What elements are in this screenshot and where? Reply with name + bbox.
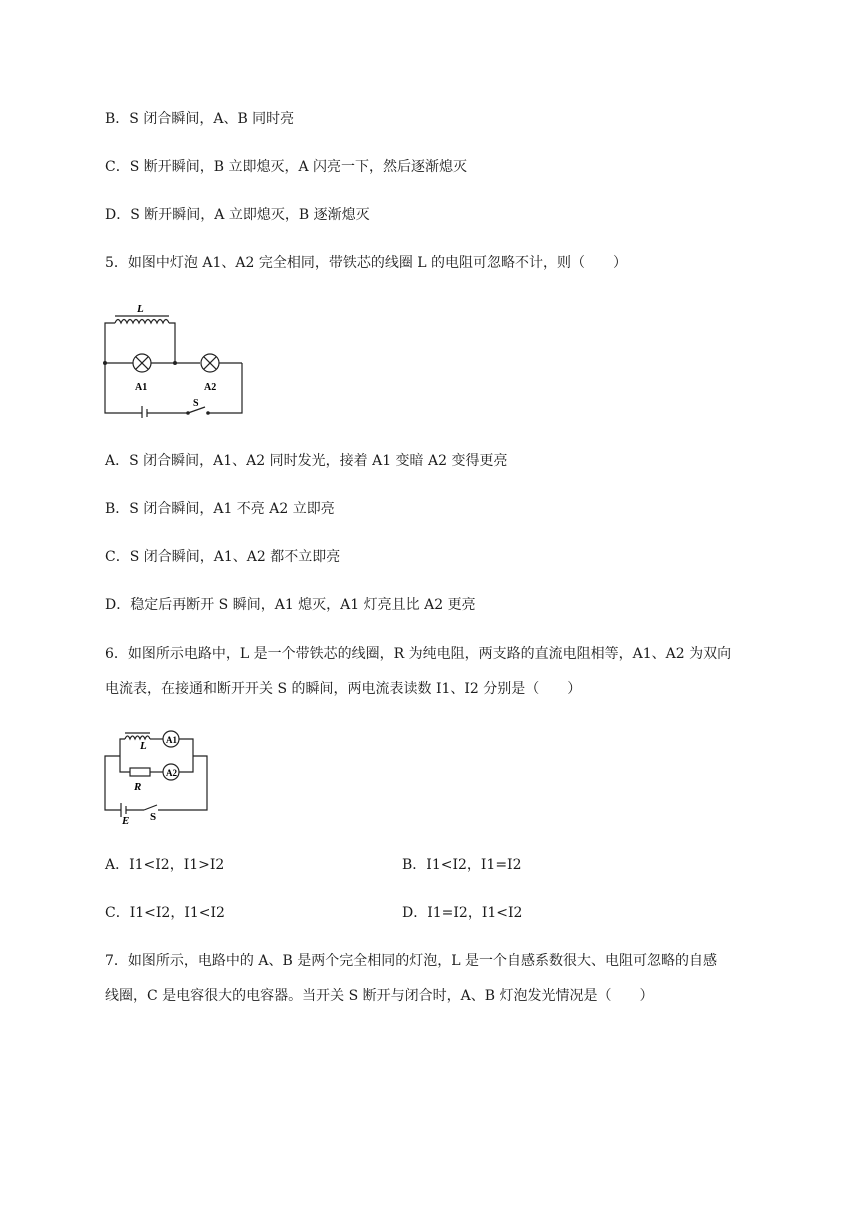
question-text: 5．如图中灯泡 A1、A2 完全相同，带铁芯的线圈 L 的电阻可忽略不计，则（ ） — [105, 255, 628, 271]
option-text: B．S 闭合瞬间，A、B 同时亮 — [105, 111, 295, 127]
option-text: D．稳定后再断开 S 瞬间，A1 熄灭，A1 灯亮且比 A2 更亮 — [105, 597, 476, 613]
label-L: L — [140, 740, 147, 752]
question-text: 线圈，C 是电容很大的电容器。当开关 S 断开与闭合时，A、B 灯泡发光情况是（ ） — [105, 988, 654, 1004]
q6-option-a — [105, 855, 224, 875]
q5-option-a — [105, 451, 507, 471]
q5-option-d — [105, 595, 476, 615]
q6-circuit-diagram — [100, 722, 215, 826]
q5-circuit-diagram — [100, 298, 250, 418]
question-text: 电流表，在接通和断开开关 S 的瞬间，两电流表读数 I1、I2 分别是（ ） — [105, 681, 582, 697]
option-text: C．S 闭合瞬间，A1、A2 都不立即亮 — [105, 549, 341, 565]
label-S: S — [150, 811, 157, 823]
label-A2: A2 — [204, 382, 217, 393]
option-c-prev — [105, 157, 467, 177]
meter-A2-label: A2 — [166, 768, 177, 778]
question-text: 7．如图所示，电路中的 A、B 是两个完全相同的灯泡，L 是一个自感系数很大、电阻可忽略的自感 — [105, 953, 717, 969]
option-text: D．I1=I2，I1<I2 — [402, 905, 523, 921]
q5-option-b — [105, 499, 335, 519]
question-6-stem-line1 — [105, 644, 731, 664]
q6-option-b — [402, 855, 522, 875]
label-A1: A1 — [135, 382, 148, 393]
meter-A1-label: A1 — [166, 735, 177, 745]
label-S: S — [193, 398, 199, 409]
label-L: L — [137, 303, 144, 315]
option-text: C．I1<I2，I1<I2 — [105, 905, 225, 921]
q5-option-c — [105, 547, 340, 567]
question-6-stem-line2 — [105, 679, 581, 699]
option-text: B．S 闭合瞬间，A1 不亮 A2 立即亮 — [105, 501, 335, 517]
option-d-prev — [105, 205, 370, 225]
option-b-prev — [105, 109, 294, 129]
q6-option-d — [402, 903, 522, 923]
label-R: R — [134, 781, 142, 793]
question-text: 6．如图所示电路中，L 是一个带铁芯的线圈，R 为纯电阻，两支路的直流电阻相等，A1、A2 为双向 — [105, 646, 732, 662]
q6-option-c — [105, 903, 225, 923]
option-text: A．S 闭合瞬间，A1、A2 同时发光，接着 A1 变暗 A2 变得更亮 — [105, 453, 508, 469]
question-5-stem — [105, 253, 627, 273]
option-text: B．I1<I2，I1=I2 — [402, 857, 522, 873]
question-7-stem-line1 — [105, 951, 717, 971]
question-7-stem-line2 — [105, 986, 654, 1006]
option-text: D．S 断开瞬间，A 立即熄灭，B 逐渐熄灭 — [105, 207, 370, 223]
option-text: C．S 断开瞬间，B 立即熄灭，A 闪亮一下，然后逐渐熄灭 — [105, 159, 468, 175]
option-text: A．I1<I2，I1>I2 — [105, 857, 225, 873]
label-E: E — [122, 815, 130, 826]
